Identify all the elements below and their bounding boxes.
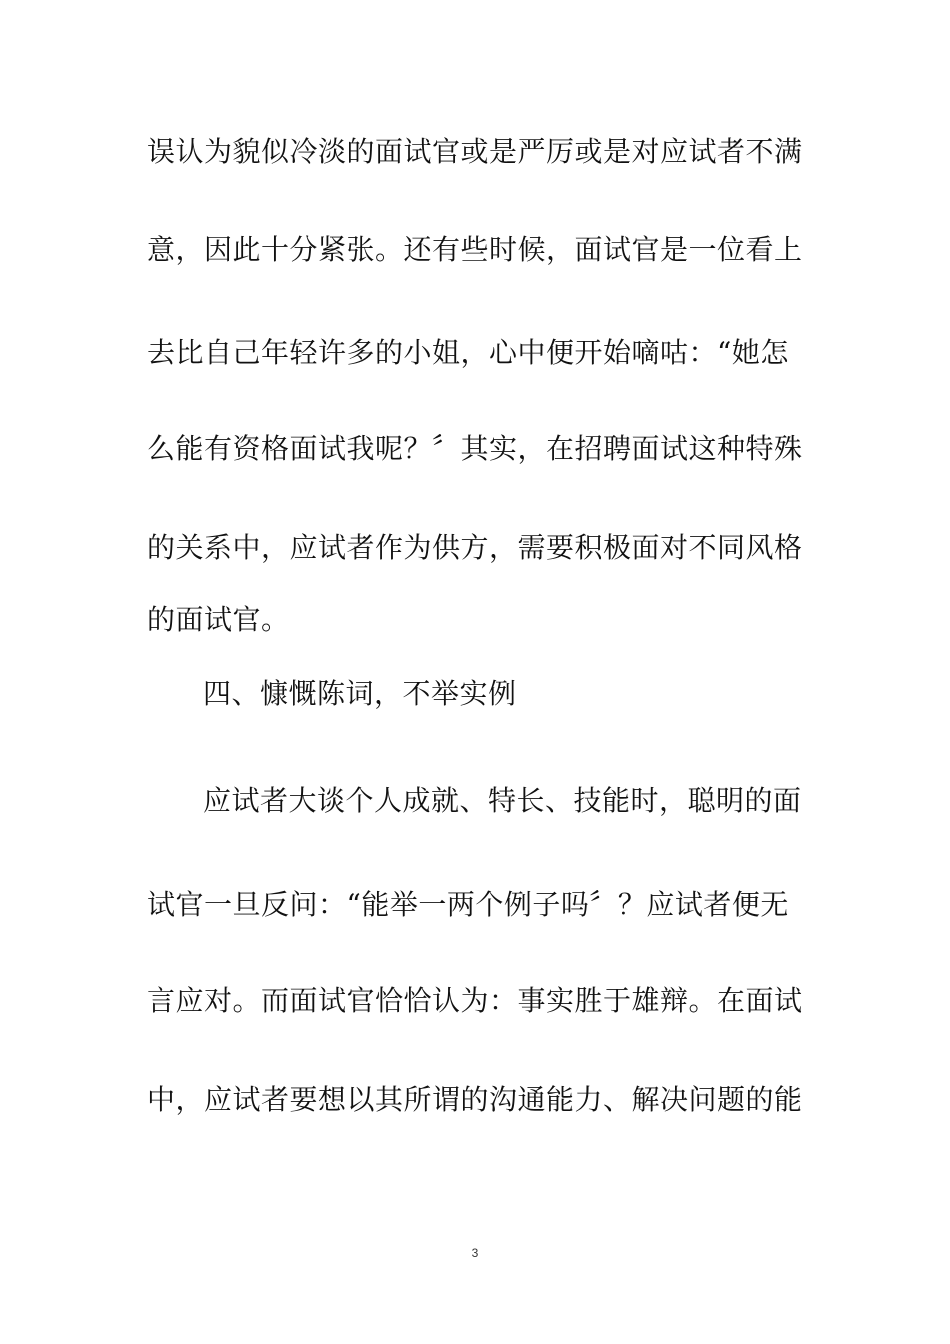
page-number: 3 [471,1246,479,1260]
text-line: 应试者大谈个人成就、特长、技能时，聪明的面 [203,784,802,817]
text-line: 意，因此十分紧张。还有些时候，面试官是一位看上 [147,233,803,266]
text-line: 试官一旦反问：“能举一两个例子吗〞？应试者便无 [147,888,789,921]
section-heading: 四、慷慨陈词，不举实例 [203,677,517,710]
text-line: 言应对。而面试官恰恰认为：事实胜于雄辩。在面试 [147,984,803,1017]
text-line: 的关系中，应试者作为供方，需要积极面对不同风格 [147,531,803,564]
text-line: 中，应试者要想以其所谓的沟通能力、解决问题的能 [147,1083,803,1116]
text-line: 的面试官。 [147,603,290,636]
text-line: 误认为貌似冷淡的面试官或是严厉或是对应试者不满 [147,135,803,168]
text-line: 去比自己年轻许多的小姐，心中便开始嘀咕：“她怎 [147,336,789,369]
text-line: 么能有资格面试我呢？〞其实，在招聘面试这种特殊 [147,432,803,465]
